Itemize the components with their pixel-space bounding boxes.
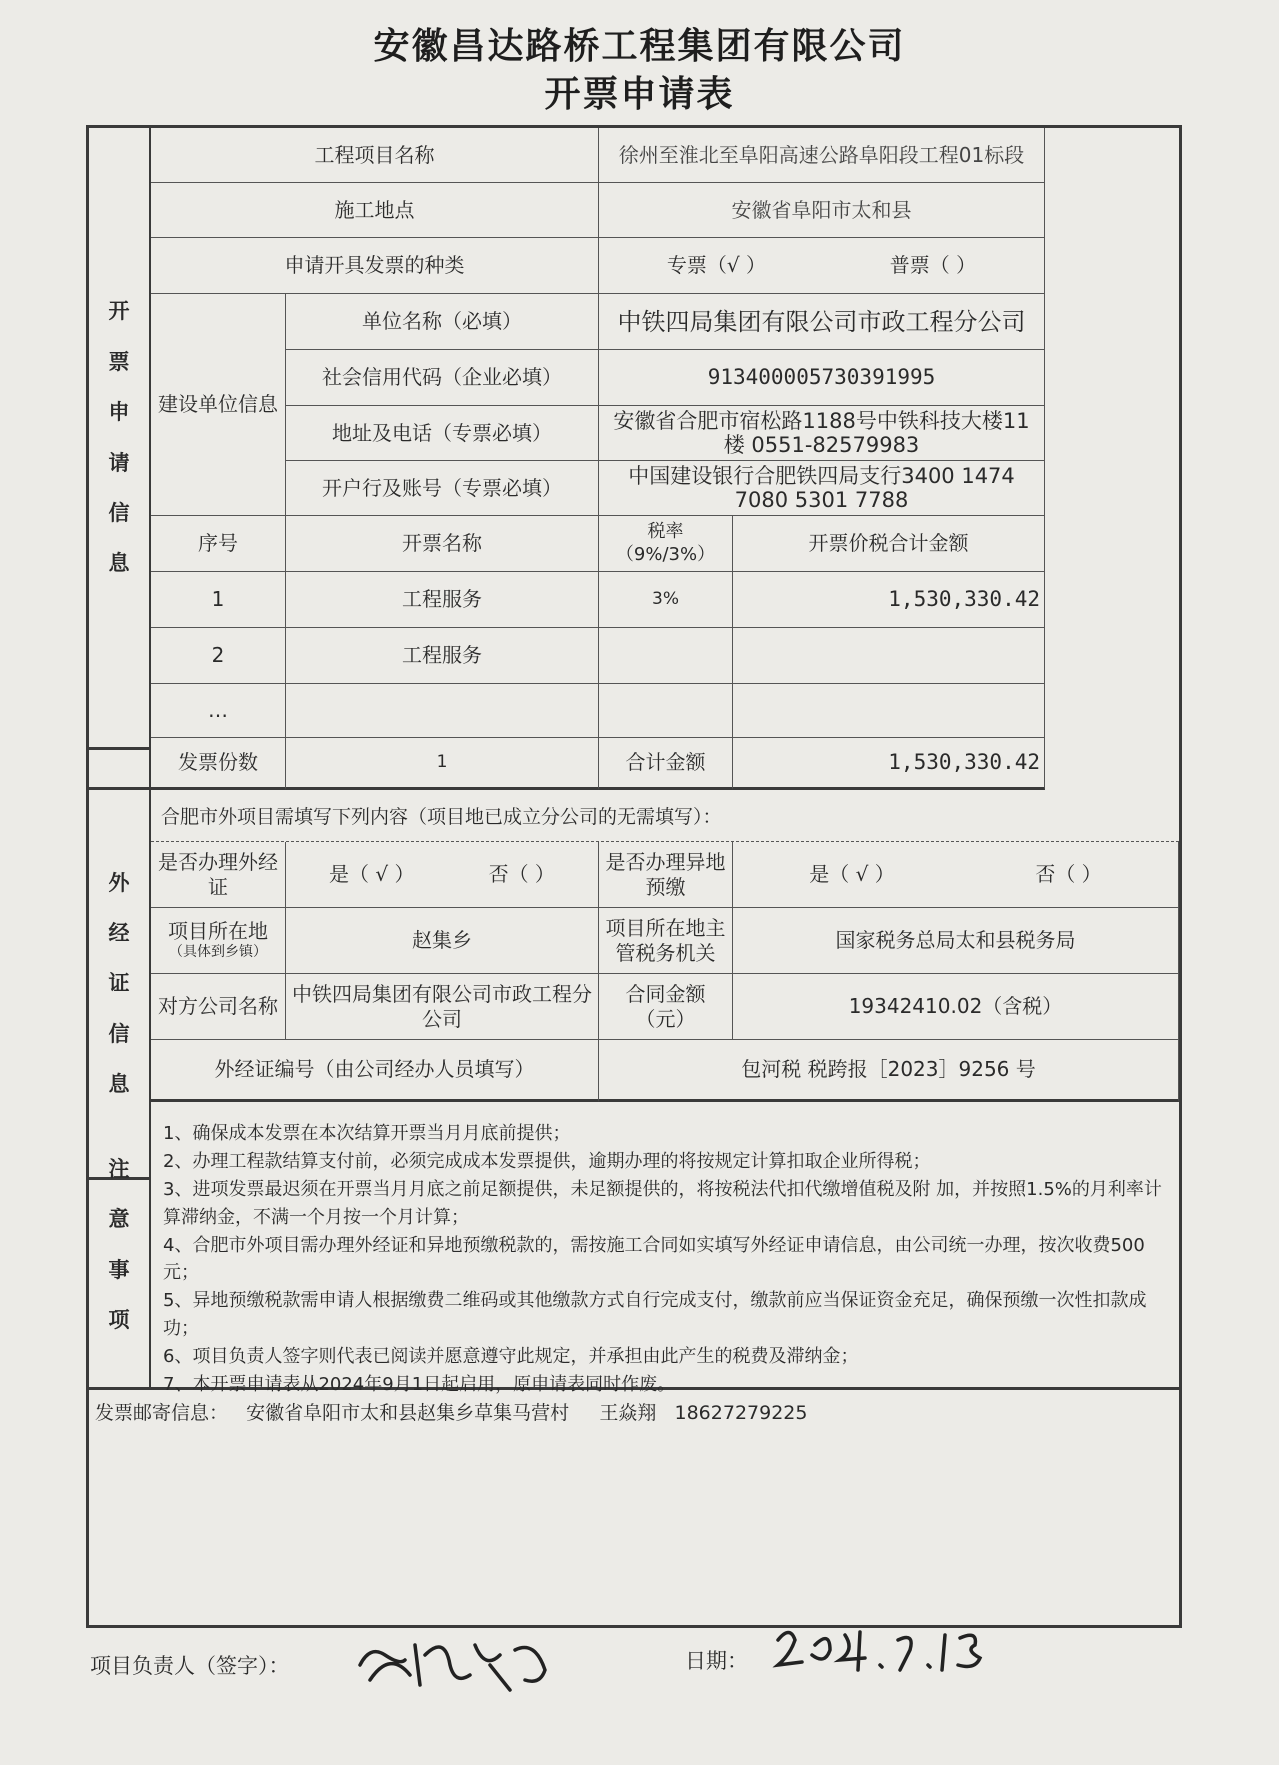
note-item-2: 2、办理工程款结算支付前，必须完成成本发票提供，逾期办理的将按规定计算扣取企业所得税； (163, 1150, 931, 1172)
foreign-intro: 合肥市外项目需填写下列内容（项目地已成立分公司的无需填写）： (151, 790, 1179, 842)
foreign-cert-no: 否（ ） (488, 862, 555, 886)
foreign-cert-label: 是否办理外经证 (151, 842, 286, 908)
counterparty-label: 对方公司名称 (151, 974, 286, 1040)
date-label: 日期： (685, 1649, 748, 1673)
section-divider (89, 738, 151, 790)
foreign-cert-choice (286, 842, 599, 908)
project-name-value: 徐州至淮北至阜阳高速公路阜阳段工程01标段 (599, 128, 1045, 183)
builder-name-value: 中铁四局集团有限公司市政工程分公司 (599, 294, 1045, 350)
table-row-2-no: 2 (151, 628, 286, 684)
table-row-3-no: … (151, 684, 286, 738)
table-row-1-amount: 1,530,330.42 (733, 572, 1045, 628)
note-item-5: 5、异地预缴税款需申请人根据缴费二维码或其他缴款方式自行完成支付，缴款前应当保证资金充足，确保预缴一次性扣款成功； (163, 1290, 1147, 1340)
note-item-7: 7、本开票申请表从2024年9月1日起启用，原申请表同时作废。 (163, 1374, 676, 1396)
address-phone-value: 安徽省合肥市宿松路1188号中铁科技大楼11楼 0551-82579983 (599, 406, 1045, 461)
credit-code-label: 社会信用代码（企业必填） (286, 350, 599, 406)
contract-amount-value: 19342410.02（含税） (733, 974, 1179, 1040)
table-row-2-rate (599, 628, 733, 684)
foreign-cert-number-label: 外经证编号（由公司经办人员填写） (151, 1040, 599, 1102)
note-item-1: 1、确保成本发票在本次结算开票当月月底前提供； (163, 1123, 571, 1144)
prepay-no: 否（ ） (1035, 862, 1102, 886)
prepay-label: 是否办理异地预缴 (599, 842, 733, 908)
mail-info (89, 1390, 1179, 1500)
table-row-1-no: 1 (151, 572, 286, 628)
bank-account-value: 中国建设银行合肥铁四局支行3400 1474 7080 5301 7788 (599, 461, 1045, 516)
project-location-value: 赵集乡 (286, 908, 599, 974)
section-label-apply: 开 票 申 请 信 息 (89, 128, 151, 750)
credit-code-value: 913400005730391995 (599, 350, 1045, 406)
note-item-4: 4、合肥市外项目需办理外经证和异地预缴税款的，需按施工合同如实填写外经证申请信息，由公司统一办理，按次收费500元； (163, 1234, 1145, 1284)
invoice-application-table (86, 125, 1182, 1628)
header-total-amount: 开票价税合计金额 (733, 516, 1045, 572)
form-title: 开票申请表 (544, 74, 735, 115)
mail-recipient: 王焱翔 (599, 1402, 657, 1424)
normal-invoice-option: 普票（ ） (889, 253, 977, 277)
total-amount-value: 1,530,330.42 (733, 738, 1045, 790)
invoice-type-label: 申请开具发票的种类 (151, 238, 599, 294)
tax-office-value: 国家税务总局太和县税务局 (733, 908, 1179, 974)
counterparty-value: 中铁四局集团有限公司市政工程分公司 (286, 974, 599, 1040)
total-amount-label: 合计金额 (599, 738, 733, 790)
special-invoice-option: 专票（√ ） (666, 253, 766, 277)
tax-office-label: 项目所在地主管税务机关 (599, 908, 733, 974)
invoice-count-label: 发票份数 (151, 738, 286, 790)
prepay-choice (733, 842, 1179, 908)
table-row-2-amount (733, 628, 1045, 684)
table-row-3-amount (733, 684, 1045, 738)
table-row-3-name (286, 684, 599, 738)
address-phone-label: 地址及电话（专票必填） (286, 406, 599, 461)
builder-name-label: 单位名称（必填） (286, 294, 599, 350)
signature (350, 1625, 560, 1695)
signer-label: 项目负责人（签字）： (90, 1654, 290, 1678)
builder-info-label: 建设单位信息 (151, 294, 286, 516)
mail-phone: 18627279225 (674, 1402, 808, 1424)
table-row-1-name: 工程服务 (286, 572, 599, 628)
handwritten-date (770, 1620, 1000, 1680)
header-invoice-name: 开票名称 (286, 516, 599, 572)
header-tax-rate: 税率（9%/3%） (599, 516, 733, 572)
note-item-3: 3、进项发票最迟须在开票当月月底之前足额提供，未足额提供的，将按税法代扣代缴增值税及附 加，并按照1.5%的月利率计算滞纳金，不满一个月按一个月计算； (163, 1178, 1162, 1228)
invoice-count-value: 1 (286, 738, 599, 790)
section-label-foreign: 外 经 证 信 息 (89, 790, 151, 1180)
table-row-1-rate: 3% (599, 572, 733, 628)
note-item-6: 6、项目负责人签字则代表已阅读并愿意遵守此规定，并承担由此产生的税费及滞纳金； (163, 1346, 859, 1368)
bank-account-label: 开户行及账号（专票必填） (286, 461, 599, 516)
section-label-notes: 注 意 事 项 (89, 1102, 151, 1390)
project-name-label: 工程项目名称 (151, 128, 599, 183)
site-label: 施工地点 (151, 183, 599, 238)
contract-amount-label: 合同金额（元） (599, 974, 733, 1040)
mail-address: 安徽省阜阳市太和县赵集乡草集马营村 (246, 1402, 570, 1424)
header-serial: 序号 (151, 516, 286, 572)
site-value: 安徽省阜阳市太和县 (599, 183, 1045, 238)
prepay-yes: 是（ √ ） (809, 862, 895, 886)
notes-list (151, 1102, 1179, 1396)
foreign-cert-yes: 是（ √ ） (329, 862, 415, 886)
foreign-cert-number-value: 包河税 税跨报［2023］9256 号 (599, 1040, 1179, 1102)
project-location-label: 项目所在地 （具体到乡镇） (151, 908, 286, 974)
table-row-3-rate (599, 684, 733, 738)
invoice-type-value (599, 238, 1045, 294)
mail-label: 发票邮寄信息： (95, 1402, 229, 1424)
page-title: 安徽昌达路桥工程集团有限公司 (373, 26, 906, 67)
table-row-2-name: 工程服务 (286, 628, 599, 684)
